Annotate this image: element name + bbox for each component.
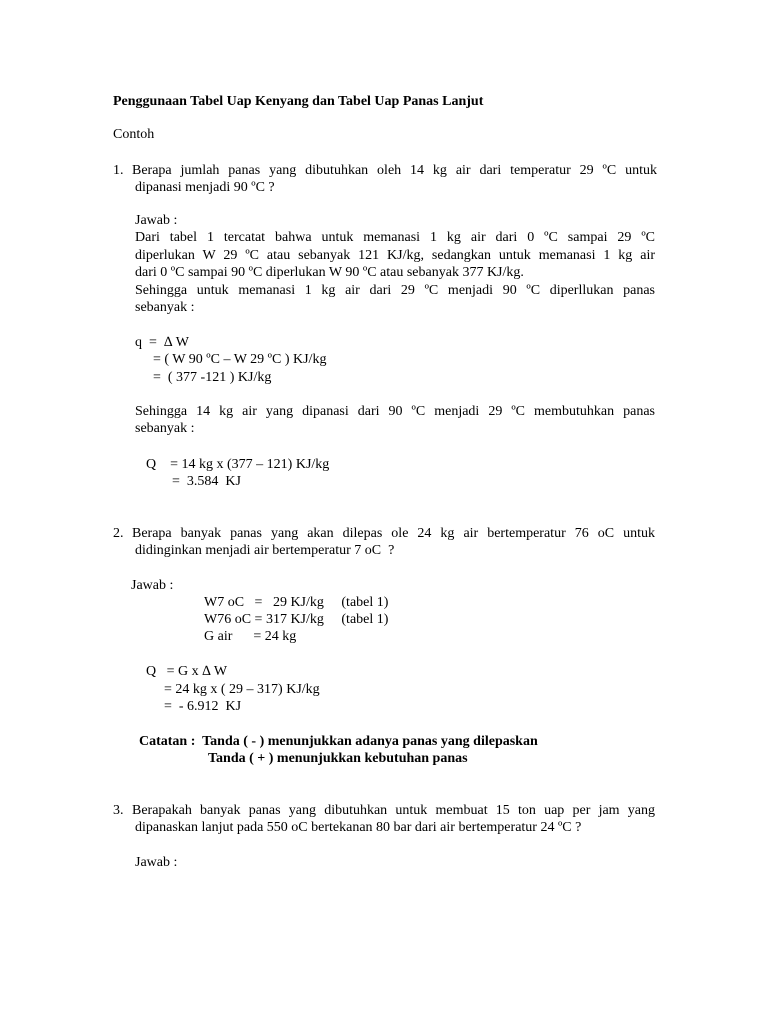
document-subtitle: Contoh bbox=[113, 127, 155, 142]
question-2-note-line-1: Catatan : Tanda ( - ) menunjukkan adanya panas yang dilepaskan bbox=[139, 734, 538, 749]
question-1-equation-3: = ( 377 -121 ) KJ/kg bbox=[153, 370, 272, 385]
question-1-paragraph-2-line-1: Sehingga untuk memanasi 1 kg air dari 29 ºC menjadi 90 ºC diperllukan panas bbox=[135, 283, 655, 298]
question-1-equation-5: = 3.584 KJ bbox=[172, 474, 241, 489]
question-1-equation-2: = ( W 90 ºC – W 29 ºC ) KJ/kg bbox=[153, 352, 327, 367]
question-2-given-3: G air = 24 kg bbox=[204, 629, 297, 644]
question-1-paragraph-3-line-2: sebanyak : bbox=[135, 421, 195, 436]
question-1-text-line-2: dipanasi menjadi 90 ºC ? bbox=[135, 180, 275, 195]
question-1-text-line-1: Berapa jumlah panas yang dibutuhkan oleh 14 kg air dari temperatur 29 ºC untuk bbox=[132, 163, 657, 178]
question-1-paragraph-1-line-1: Dari tabel 1 tercatat bahwa untuk memanasi 1 kg air dari 0 ºC sampai 29 ºC bbox=[135, 230, 655, 245]
question-1-paragraph-1-line-2: diperlukan W 29 ºC atau sebanyak 121 KJ/kg, sedangkan untuk memanasi 1 kg air bbox=[135, 248, 655, 263]
question-1-paragraph-2-line-2: sebanyak : bbox=[135, 300, 195, 315]
question-2-given-2: W76 oC = 317 KJ/kg (tabel 1) bbox=[204, 612, 389, 627]
question-2-answer-label: Jawab : bbox=[131, 578, 174, 593]
question-3-number: 3. bbox=[113, 803, 124, 818]
question-3-text-line-1: Berapakah banyak panas yang dibutuhkan untuk membuat 15 ton uap per jam yang bbox=[132, 803, 655, 818]
question-1-paragraph-1-line-3: dari 0 ºC sampai 90 ºC diperlukan W 90 ºC atau sebanyak 377 KJ/kg. bbox=[135, 265, 524, 280]
question-2-equation-2: = 24 kg x ( 29 – 317) KJ/kg bbox=[164, 682, 320, 697]
question-1-equation-4: Q = 14 kg x (377 – 121) KJ/kg bbox=[146, 457, 330, 472]
question-3-answer-label: Jawab : bbox=[135, 855, 178, 870]
question-2-given-1: W7 oC = 29 KJ/kg (tabel 1) bbox=[204, 595, 389, 610]
question-2-equation-3: = - 6.912 KJ bbox=[164, 699, 242, 714]
question-1-paragraph-3-line-1: Sehingga 14 kg air yang dipanasi dari 90 ºC menjadi 29 ºC membutuhkan panas bbox=[135, 404, 655, 419]
question-2-note-line-2: Tanda ( + ) menunjukkan kebutuhan panas bbox=[208, 751, 468, 766]
document-title: Penggunaan Tabel Uap Kenyang dan Tabel Uap Panas Lanjut bbox=[113, 94, 484, 109]
question-3-text-line-2: dipanaskan lanjut pada 550 oC bertekanan 80 bar dari air bertemperatur 24 ºC ? bbox=[135, 820, 582, 835]
question-1-equation-1: q = ∆ W bbox=[135, 335, 189, 350]
question-1-answer-label: Jawab : bbox=[135, 213, 178, 228]
question-2-number: 2. bbox=[113, 526, 124, 541]
question-2-text-line-1: Berapa banyak panas yang akan dilepas ole 24 kg air bertemperatur 76 oC untuk bbox=[132, 526, 655, 541]
question-2-text-line-2: didinginkan menjadi air bertemperatur 7 oC ? bbox=[135, 543, 395, 558]
question-2-equation-1: Q = G x ∆ W bbox=[146, 664, 228, 679]
question-1-number: 1. bbox=[113, 163, 124, 178]
